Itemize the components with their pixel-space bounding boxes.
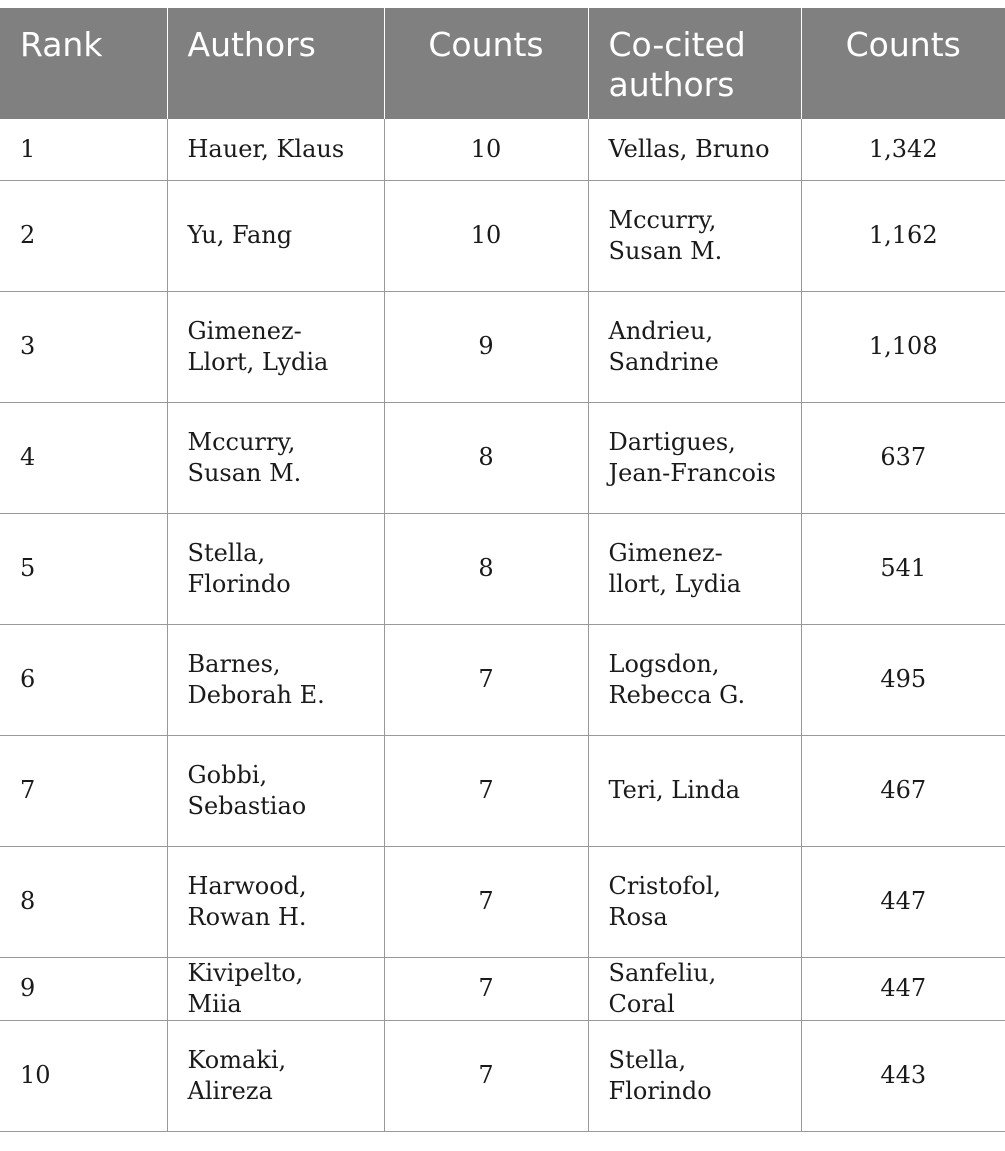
co-cited-author-cell: Gimenez-llort, Lydia	[588, 513, 801, 624]
rank-cell: 4	[0, 402, 167, 513]
count-cell: 8	[384, 402, 588, 513]
co-cited-author-cell: Dartigues, Jean-Francois	[588, 402, 801, 513]
co-cited-count-cell: 1,108	[868, 332, 938, 360]
rank-cell: 2	[0, 180, 167, 291]
author-cell: Harwood, Rowan H.	[167, 846, 384, 957]
count-cell: 10	[384, 180, 588, 291]
co-cited-count-cell: 1,162	[868, 221, 938, 249]
count-cell: 7	[384, 624, 588, 735]
co-cited-author-cell: Cristofol, Rosa	[588, 846, 801, 957]
co-cited-author-cell: Stella, Florindo	[588, 1020, 801, 1131]
table-row	[0, 180, 1005, 291]
table-row	[0, 735, 1005, 846]
author-cell: Komaki, Alireza	[167, 1020, 384, 1131]
co-cited-count-cell: 447	[880, 974, 927, 1002]
co-cited-count-cell: 495	[880, 665, 927, 693]
rank-cell: 6	[0, 624, 167, 735]
table-row	[0, 513, 1005, 624]
table-row	[0, 402, 1005, 513]
table-header	[0, 8, 1005, 119]
co-cited-count-cell: 447	[880, 887, 927, 915]
authors-table	[0, 8, 1005, 1132]
header-co-cited-authors: Co-cited authors	[588, 8, 801, 119]
author-cell: Mccurry, Susan M.	[167, 402, 384, 513]
co-cited-count-cell: 443	[880, 1061, 927, 1089]
co-cited-count-cell: 467	[880, 776, 927, 804]
table-row	[0, 624, 1005, 735]
co-cited-count-cell: 541	[880, 554, 927, 582]
co-cited-author-cell: Mccurry, Susan M.	[588, 180, 801, 291]
co-cited-author-cell: Logsdon, Rebecca G.	[588, 624, 801, 735]
table-row	[0, 1020, 1005, 1131]
author-cell: Barnes, Deborah E.	[167, 624, 384, 735]
count-cell: 9	[384, 291, 588, 402]
author-cell: Gobbi, Sebastiao	[167, 735, 384, 846]
rank-cell: 10	[0, 1020, 167, 1131]
rank-cell: 1	[0, 119, 167, 180]
co-cited-author-cell: Sanfeliu, Coral	[588, 957, 801, 1020]
rank-cell: 8	[0, 846, 167, 957]
header-row	[0, 8, 1005, 119]
co-cited-author-cell: Andrieu, Sandrine	[588, 291, 801, 402]
count-cell: 7	[384, 957, 588, 1020]
table-row	[0, 291, 1005, 402]
header-counts: Counts	[384, 8, 588, 119]
header-authors: Authors	[167, 8, 384, 119]
rank-cell: 9	[0, 957, 167, 1020]
count-cell: 7	[384, 846, 588, 957]
count-cell: 7	[384, 1020, 588, 1131]
author-cell: Gimenez-Llort, Lydia	[167, 291, 384, 402]
authors-table-container	[0, 8, 1005, 1132]
table-row	[0, 957, 1005, 1020]
co-cited-author-cell: Vellas, Bruno	[588, 119, 801, 180]
count-cell: 7	[384, 735, 588, 846]
author-cell: Kivipelto, Miia	[167, 957, 384, 1020]
header-co-cited-counts: Counts	[845, 25, 961, 64]
rank-cell: 3	[0, 291, 167, 402]
co-cited-author-cell: Teri, Linda	[588, 735, 801, 846]
table-row	[0, 846, 1005, 957]
author-cell: Yu, Fang	[167, 180, 384, 291]
co-cited-count-cell: 1,342	[868, 134, 938, 163]
table-body	[0, 119, 1005, 1131]
rank-cell: 5	[0, 513, 167, 624]
count-cell: 8	[384, 513, 588, 624]
co-cited-count-cell: 637	[880, 443, 927, 471]
count-cell: 10	[384, 119, 588, 180]
author-cell: Hauer, Klaus	[167, 119, 384, 180]
author-cell: Stella, Florindo	[167, 513, 384, 624]
table-row	[0, 119, 1005, 180]
rank-cell: 7	[0, 735, 167, 846]
header-rank: Rank	[0, 8, 167, 119]
